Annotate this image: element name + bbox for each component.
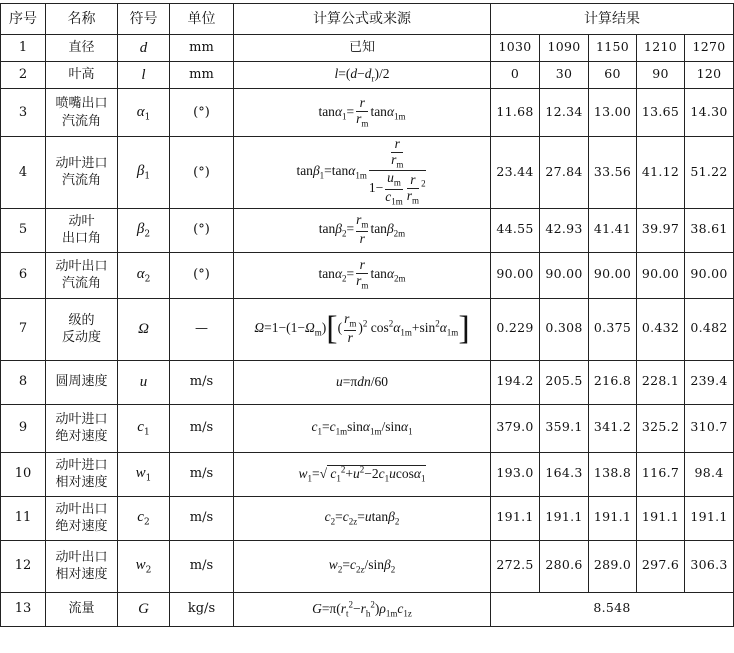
row-value: 191.1 [637, 496, 685, 540]
row-formula: $G=\pi(r_t^2-r_h^2)\rho_{1m}c_{1z}$ [234, 592, 491, 626]
table-row [1, 252, 734, 298]
row-symbol: l [118, 62, 170, 89]
row-index: 1 [1, 35, 46, 62]
row-value: 1210 [637, 35, 685, 62]
row-value: 272.5 [491, 540, 540, 592]
table-row [1, 298, 734, 360]
table-row [1, 35, 734, 62]
calculation-table [0, 3, 734, 627]
table-row [1, 592, 734, 626]
row-name: 动叶进口 绝对速度 [46, 404, 118, 452]
row-formula: $l=(d-d_r)/2$ [234, 62, 491, 89]
row-value: 23.44 [491, 137, 540, 209]
row-value: 228.1 [637, 360, 685, 404]
row-formula: $c_1=c_{1m}\sin\alpha_{1m}/\sin\alpha_1$ [234, 404, 491, 452]
row-unit: (°) [170, 137, 234, 209]
row-name: 喷嘴出口 汽流角 [46, 89, 118, 137]
table-row [1, 89, 734, 137]
row-symbol: $\beta_1$ [118, 137, 170, 209]
row-value: 12.34 [540, 89, 589, 137]
row-value: 90.00 [540, 252, 589, 298]
row-symbol: d [118, 35, 170, 62]
row-value: 1270 [685, 35, 734, 62]
row-formula: tanα$_1$= $\frac{r}{r_m}$ tanα$_{1m}$ [234, 89, 491, 137]
header-result: 计算结果 [491, 4, 734, 35]
table-row [1, 540, 734, 592]
header-unit: 单位 [170, 4, 234, 35]
row-symbol: $w_2$ [118, 540, 170, 592]
row-value: 90.00 [685, 252, 734, 298]
row-name: 叶高 [46, 62, 118, 89]
row-value: 194.2 [491, 360, 540, 404]
row-index: 8 [1, 360, 46, 404]
row-symbol: $c_2$ [118, 496, 170, 540]
row-unit: (°) [170, 252, 234, 298]
row-symbol: u [118, 360, 170, 404]
row-index: 3 [1, 89, 46, 137]
row-symbol: $c_1$ [118, 404, 170, 452]
row-name: 动叶出口 绝对速度 [46, 496, 118, 540]
row-value: 13.00 [589, 89, 637, 137]
row-value: 42.93 [540, 208, 589, 252]
row-unit: m/s [170, 452, 234, 496]
row-value: 0.229 [491, 298, 540, 360]
row-name: 动叶 出口角 [46, 208, 118, 252]
row-index: 2 [1, 62, 46, 89]
row-value: 0.432 [637, 298, 685, 360]
row-value: 193.0 [491, 452, 540, 496]
row-value: 297.6 [637, 540, 685, 592]
row-value: 30 [540, 62, 589, 89]
row-index: 9 [1, 404, 46, 452]
row-name: 动叶出口 汽流角 [46, 252, 118, 298]
row-value: 90.00 [589, 252, 637, 298]
row-value: 306.3 [685, 540, 734, 592]
row-index: 13 [1, 592, 46, 626]
row-value: 216.8 [589, 360, 637, 404]
row-value: 60 [589, 62, 637, 89]
row-symbol: $\alpha_1$ [118, 89, 170, 137]
row-symbol: $\beta_2$ [118, 208, 170, 252]
row-value: 41.41 [589, 208, 637, 252]
row-unit: m/s [170, 360, 234, 404]
row-name: 动叶进口 汽流角 [46, 137, 118, 209]
row-unit: mm [170, 35, 234, 62]
row-formula: u=πdn/60 [234, 360, 491, 404]
row-value: 1090 [540, 35, 589, 62]
row-symbol: G [118, 592, 170, 626]
row-value: 39.97 [637, 208, 685, 252]
row-value: 13.65 [637, 89, 685, 137]
row-value: 27.84 [540, 137, 589, 209]
row-value: 0.308 [540, 298, 589, 360]
row-value: 120 [685, 62, 734, 89]
row-formula: $c_2=c_{2z}=utan\beta_2$ [234, 496, 491, 540]
row-unit: mm [170, 62, 234, 89]
row-symbol: Ω [118, 298, 170, 360]
row-unit: (°) [170, 208, 234, 252]
row-value: 341.2 [589, 404, 637, 452]
row-value: 33.56 [589, 137, 637, 209]
row-value: 1150 [589, 35, 637, 62]
row-index: 5 [1, 208, 46, 252]
row-index: 10 [1, 452, 46, 496]
row-unit: m/s [170, 404, 234, 452]
row-value: 1030 [491, 35, 540, 62]
row-value: 205.5 [540, 360, 589, 404]
row-index: 6 [1, 252, 46, 298]
table-row [1, 452, 734, 496]
table-row [1, 360, 734, 404]
table-row [1, 496, 734, 540]
row-value: 191.1 [685, 496, 734, 540]
row-formula: tanα$_2$= $\frac{r}{r_m}$ tanα$_{2m}$ [234, 252, 491, 298]
row-value: 359.1 [540, 404, 589, 452]
row-formula: $w_2=c_{2z}/\sin\beta_2$ [234, 540, 491, 592]
header-formula: 计算公式或来源 [234, 4, 491, 35]
row-value: 138.8 [589, 452, 637, 496]
row-name: 圆周速度 [46, 360, 118, 404]
header-symbol: 符号 [118, 4, 170, 35]
row-value: 379.0 [491, 404, 540, 452]
row-formula: tanβ$_2$= $\frac{r_m}{r}$ tanβ$_{2m}$ [234, 208, 491, 252]
row-value: 310.7 [685, 404, 734, 452]
row-value: 98.4 [685, 452, 734, 496]
row-value: 116.7 [637, 452, 685, 496]
row-value: 0.375 [589, 298, 637, 360]
row-value: 90.00 [637, 252, 685, 298]
table-row [1, 137, 734, 209]
row-unit: (°) [170, 89, 234, 137]
row-index: 11 [1, 496, 46, 540]
row-value: 41.12 [637, 137, 685, 209]
row-value: 191.1 [589, 496, 637, 540]
row-symbol: $w_1$ [118, 452, 170, 496]
row-index: 4 [1, 137, 46, 209]
row-formula: $\Omega=1-(1-\Omega_m)$[( $\frac{r_m}{r}$ )$^2$ $\cos^2\alpha_{1m}+\sin^2\alpha_{1m}$] [234, 298, 491, 360]
row-value: 280.6 [540, 540, 589, 592]
row-name: 直径 [46, 35, 118, 62]
header-index: 序号 [1, 4, 46, 35]
header-name: 名称 [46, 4, 118, 35]
row-value: 191.1 [540, 496, 589, 540]
table-row [1, 208, 734, 252]
row-symbol: $\alpha_2$ [118, 252, 170, 298]
row-name: 流量 [46, 592, 118, 626]
row-unit: m/s [170, 496, 234, 540]
row-value: 44.55 [491, 208, 540, 252]
header-row [1, 4, 734, 35]
row-formula: 已知 [234, 35, 491, 62]
row-value: 0.482 [685, 298, 734, 360]
row-formula: $w_1=√$ $c_1^2+u^2-2c_1ucos\alpha_1$ [234, 452, 491, 496]
row-unit: kg/s [170, 592, 234, 626]
row-value: 90 [637, 62, 685, 89]
row-formula: tanβ$_1$=tanα$_{1m}$ $\frac{r}{r_m}$ 1− $\frac{u_m}{c_{1m}}$ $\frac{r}{r_m}$ $^2$ [234, 137, 491, 209]
row-value: 51.22 [685, 137, 734, 209]
row-name: 动叶进口 相对速度 [46, 452, 118, 496]
row-name: 动叶出口 相对速度 [46, 540, 118, 592]
row-value: 289.0 [589, 540, 637, 592]
row-value: 325.2 [637, 404, 685, 452]
row-name: 级的 反动度 [46, 298, 118, 360]
row-unit: — [170, 298, 234, 360]
row-value: 11.68 [491, 89, 540, 137]
row-value: 0 [491, 62, 540, 89]
row-value: 239.4 [685, 360, 734, 404]
row-value: 38.61 [685, 208, 734, 252]
row-value: 191.1 [491, 496, 540, 540]
row-value: 8.548 [491, 592, 734, 626]
row-index: 12 [1, 540, 46, 592]
table-row [1, 404, 734, 452]
row-index: 7 [1, 298, 46, 360]
row-value: 14.30 [685, 89, 734, 137]
row-unit: m/s [170, 540, 234, 592]
row-value: 164.3 [540, 452, 589, 496]
row-value: 90.00 [491, 252, 540, 298]
table-row [1, 62, 734, 89]
